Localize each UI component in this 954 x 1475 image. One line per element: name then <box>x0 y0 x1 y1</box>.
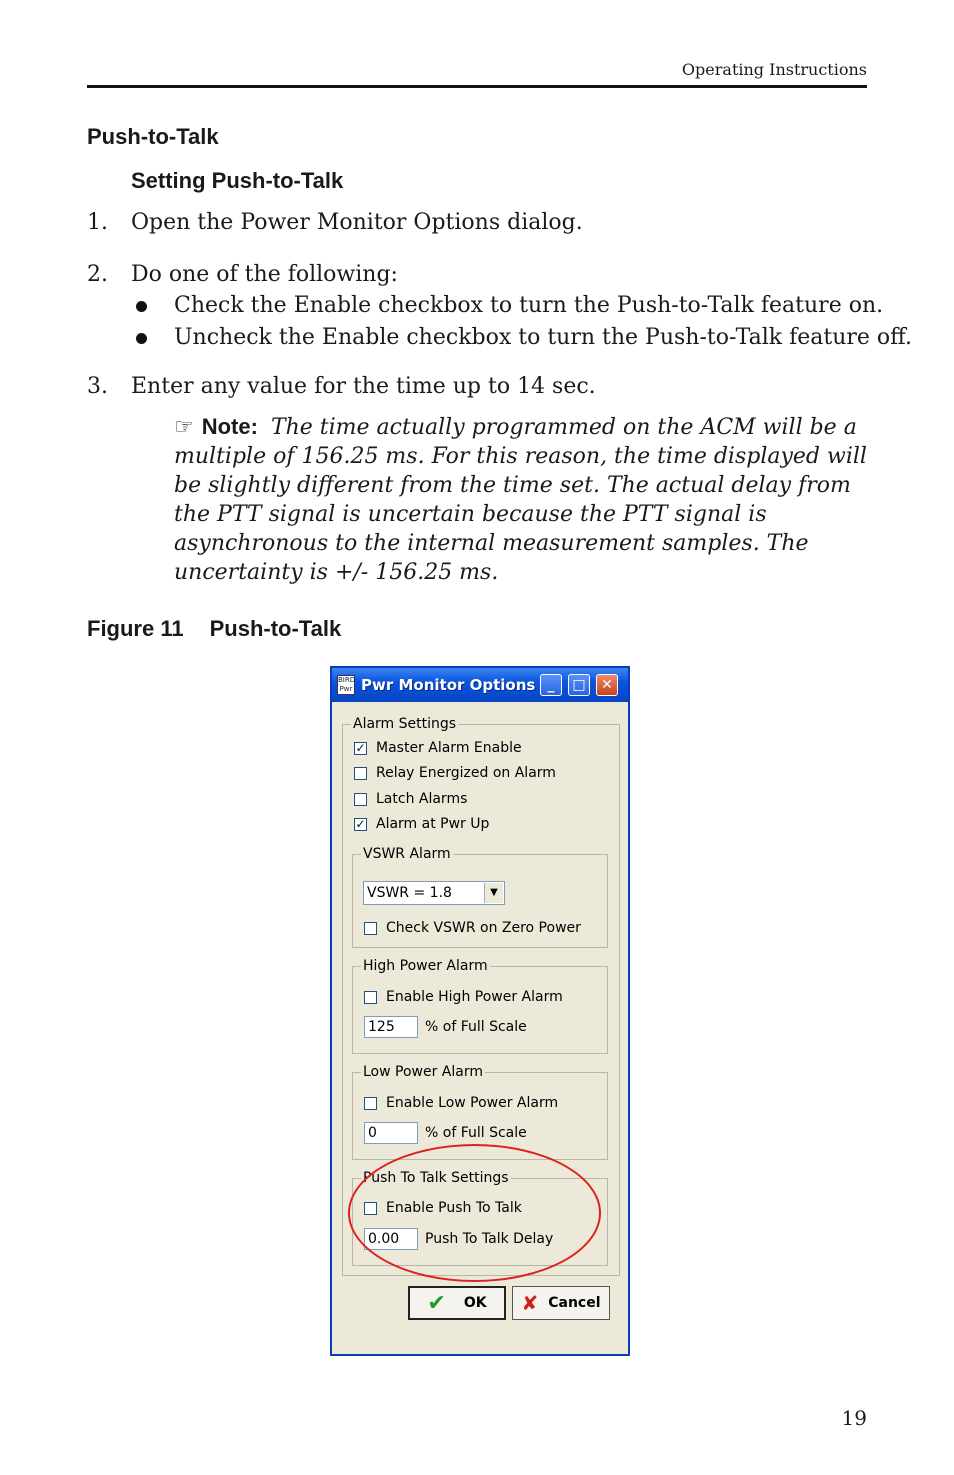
master-alarm-enable-checkbox[interactable] <box>354 740 522 756</box>
minimize-button[interactable]: _ <box>540 674 562 696</box>
chevron-down-icon[interactable]: ▼ <box>484 883 503 903</box>
pointing-hand-icon: ☞ <box>174 415 194 440</box>
checkbox-icon[interactable] <box>354 767 367 780</box>
enable-low-power-alarm-checkbox[interactable] <box>364 1095 558 1111</box>
step-number: 3. <box>87 374 108 399</box>
checkbox-label: Enable Low Power Alarm <box>386 1095 559 1111</box>
pwr-monitor-options-dialog <box>330 666 630 1356</box>
figure-caption <box>87 616 341 642</box>
checkbox-icon[interactable] <box>364 1097 377 1110</box>
highlight-ellipse <box>348 1144 601 1282</box>
step-number: 1. <box>87 210 108 235</box>
high-power-value-input[interactable]: 125 <box>364 1016 418 1038</box>
bullet-icon <box>136 333 147 344</box>
section-heading: Push-to-Talk <box>87 124 219 149</box>
group-label: VSWR Alarm <box>363 846 451 862</box>
group-label: Push To Talk Settings <box>363 1170 509 1186</box>
high-power-alarm-group <box>352 958 608 1054</box>
latch-alarms-checkbox[interactable] <box>354 791 467 807</box>
enable-high-power-alarm-checkbox[interactable] <box>364 989 563 1005</box>
check-vswr-zero-power-checkbox[interactable] <box>364 920 581 936</box>
checkbox-label: Enable High Power Alarm <box>386 989 563 1005</box>
cross-icon: ✘ <box>521 1291 539 1315</box>
app-icon: BIRD Pwr <box>338 676 356 693</box>
checkbox-label: Check VSWR on Zero Power <box>386 920 581 936</box>
step-text: Do one of the following: <box>131 262 398 287</box>
push-to-talk-delay-label: Push To Talk Delay <box>425 1231 554 1247</box>
step-number: 2. <box>87 262 108 287</box>
ok-label: OK <box>463 1295 487 1311</box>
check-icon: ✔ <box>427 1290 446 1316</box>
high-power-unit-label: % of Full Scale <box>425 1019 527 1035</box>
push-to-talk-delay-input[interactable]: 0.00 <box>364 1228 418 1250</box>
checkbox-icon[interactable] <box>364 991 377 1004</box>
vswr-select[interactable] <box>363 881 505 905</box>
low-power-unit-label: % of Full Scale <box>425 1125 527 1141</box>
note-text: The time actually programmed on the ACM will be a multiple of 156.25 ms. For this reason, the time displayed will be slightly different from the time set. The actual delay from the PTT signal is uncertain because the PTT signal is asynchronous to the internal measurement samples. The uncertainty is +/- 156.25 ms. <box>174 415 867 585</box>
header-rule <box>87 85 867 88</box>
checkbox-icon[interactable] <box>354 793 367 806</box>
subsection-heading: Setting Push-to-Talk <box>131 168 344 193</box>
figure-number: Figure 11 <box>87 616 184 641</box>
note-label: Note: <box>201 414 258 439</box>
checkbox-icon[interactable]: ✓ <box>355 816 366 831</box>
checkbox-label: Master Alarm Enable <box>376 740 522 756</box>
cancel-label: Cancel <box>548 1295 601 1311</box>
maximize-button[interactable]: □ <box>568 674 590 696</box>
vswr-selected-value: VSWR = 1.8 <box>367 885 452 901</box>
dialog-title: Pwr Monitor Options <box>361 676 536 694</box>
figure-title: Push-to-Talk <box>209 616 342 641</box>
step-text: Open the Power Monitor Options dialog. <box>131 210 583 235</box>
checkbox-icon[interactable] <box>364 922 377 935</box>
group-label: High Power Alarm <box>363 958 488 974</box>
group-label: Low Power Alarm <box>363 1064 483 1080</box>
checkbox-label: Relay Energized on Alarm <box>376 765 556 781</box>
alarm-at-pwr-up-checkbox[interactable] <box>354 816 489 832</box>
bullet-text: Check the Enable checkbox to turn the Push-to-Talk feature on. <box>174 293 884 318</box>
checkbox-label: Latch Alarms <box>376 791 468 807</box>
bullet-icon <box>136 301 147 312</box>
checkbox-label: Enable Push To Talk <box>386 1200 522 1216</box>
low-power-value-input[interactable]: 0 <box>364 1122 418 1144</box>
running-head: Operating Instructions <box>681 60 867 79</box>
relay-energized-checkbox[interactable] <box>354 765 556 781</box>
ok-button[interactable] <box>408 1286 506 1320</box>
step-text: Enter any value for the time up to 14 sec. <box>131 374 596 399</box>
note-block <box>174 412 874 587</box>
page-number: 19 <box>841 1406 867 1430</box>
group-label: Alarm Settings <box>353 716 457 732</box>
checkbox-label: Alarm at Pwr Up <box>376 816 490 832</box>
cancel-button[interactable] <box>512 1286 610 1320</box>
checkbox-icon[interactable]: ✓ <box>355 740 366 755</box>
bullet-text: Uncheck the Enable checkbox to turn the Push-to-Talk feature off. <box>174 325 912 350</box>
close-button[interactable]: ✕ <box>596 674 618 696</box>
dialog-titlebar[interactable] <box>332 668 628 702</box>
